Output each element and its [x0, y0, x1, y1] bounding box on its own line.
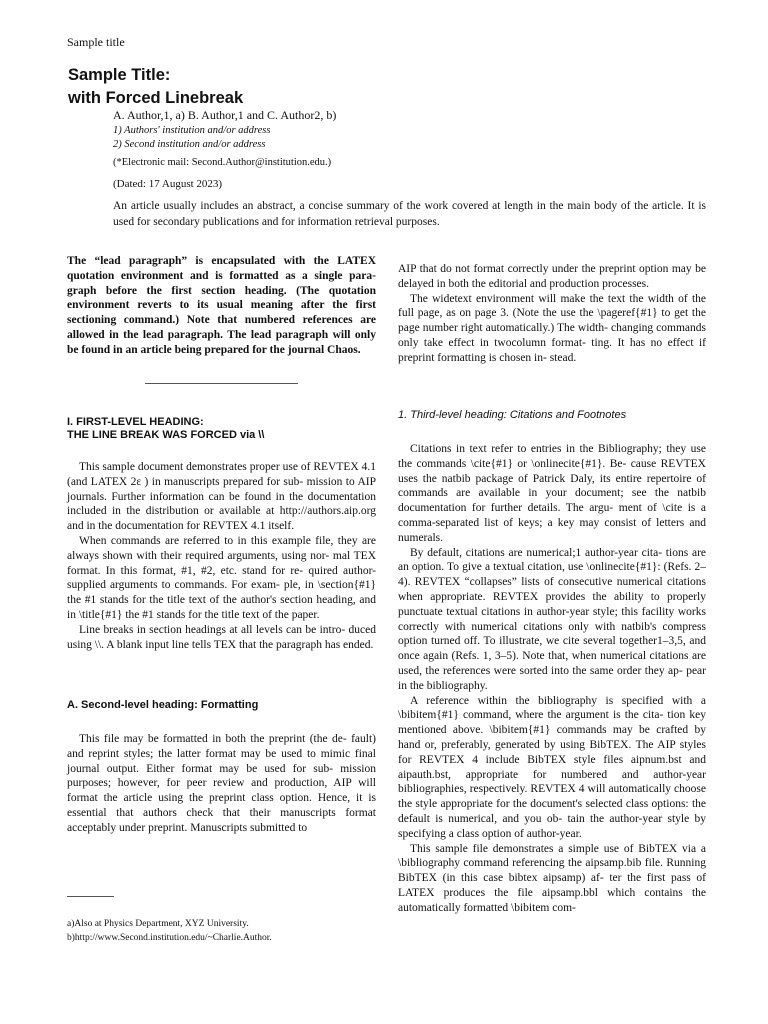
lead-separator-rule [145, 383, 298, 384]
paragraph: By default, citations are numerical;1 author-year cita- tions are an option. To give a textual citation, use \onlinecite{#1}: (Refs. 2–4). REVTEX “collapses” lists of consecutive numerical citations when appropriate. REVTEX provides the ability to properly punctuate textual citations in author-year style; this facility works correctly with numerical citations only with natbib's compress option turned off. To illustrate, we cite several together1–3,5, and once again (Refs. 1, 3–5). Note that, when numerical citations are used, the references were sorted into the same order they ap- pear in the bibliography. [398, 546, 706, 692]
title-line-1: Sample Title: [68, 66, 171, 84]
author-list: A. Author,1, a) B. Author,1 and C. Author2, b) [113, 108, 337, 122]
section-heading-2: A. Second-level heading: Formatting [67, 699, 259, 711]
paragraph: When commands are referred to in this example file, they are always shown with their required arguments, using nor- mal TEX format. In this format, #1, #2, etc. stand for re- quired author-supplied arguments to commands. For exam- ple, in \section{#1} the #1 stands for the title text of the author's section heading, and in \title{#1} the #1 stands for the title text of the paper. [67, 534, 376, 621]
affiliation-1: 1) Authors' institution and/or address [113, 125, 271, 136]
lead-paragraph [67, 254, 376, 358]
paragraph: A reference within the bibliography is specified with a \bibitem{#1} command, where the argument is the cita- tion key mentioned above. \bibitem{#1} commands may be crafted by hand or, preferably, generated by using BibTEX. The AIP styles for REVTEX 4 include BibTEX style files aipnum.bst and aipauth.bst, appropriate for numbered and author-year bibliographies, respectively. REVTEX 4 will automatically choose the style appropriate for the document's selected class options: the default is numerical, and you ob- tain the author-year style by specifying a class option of author-year. [398, 694, 706, 840]
right-body-citations [398, 442, 706, 916]
paragraph: This sample file demonstrates a simple use of BibTEX via a \bibliography command referencing the aipsamp.bib file. Running BibTEX (in this case bibtex aipsamp) af- ter the first pass of LATEX produces the file aipsamp.bbl which contains the automatically formatted \bibitem com- [398, 842, 706, 914]
left-body-section-1 [67, 460, 376, 652]
lead-text: The “lead paragraph” is encapsulated with the LATEX quotation environment and is formatted as a single para- graph before the first section heading. (The quotation environment reverts to its usual meaning after the first sectioning command.) Note that numbered references are allowed in the lead paragraph. The lead paragraph will only be found in an article being prepared for the journal Chaos. [67, 255, 376, 356]
subsubsection-heading: 1. Third-level heading: Citations and Footnotes [398, 409, 627, 421]
section-heading-1-line-2: THE LINE BREAK WAS FORCED via \\ [67, 429, 265, 441]
affiliations [113, 124, 270, 152]
paragraph: The widetext environment will make the text the width of the full page, as on page 3. (Note the use the \pageref{#1} to get the page number right automatically.) The width- changing commands only take effect in twocolumn format- ting. It has no effect if preprint formatting is chosen in- stead. [398, 292, 706, 364]
paragraph: AIP that do not format correctly under the preprint option may be delayed in both the editorial and production processes. [398, 263, 706, 290]
footnote-a: a)Also at Physics Department, XYZ University. [67, 919, 249, 929]
running-header: Sample title [67, 35, 125, 49]
paragraph: Citations in text refer to entries in the Bibliography; they use the commands \cite{#1} or \onlinecite{#1}. Be- cause REVTEX uses the natbib package of Patrick Daly, its entire repertoire of commands are available in your document; see the natbib documentation for further details. The argu- ment of \cite is a comma-separated list of keys; a key may consist of letters and numerals. [398, 443, 706, 544]
paragraph: This file may be formatted in both the preprint (the de- fault) and reprint styles; the latter format may be used to mimic final journal output. Either format may be used for sub- mission purposes; however, for peer review and production, AIP will format the article using the preprint class option. Hence, it is essential that authors check that their manuscripts format acceptably under preprint. Manuscripts submitted to [67, 733, 376, 834]
title-line-2: with Forced Linebreak [68, 89, 244, 107]
footnote-rule [67, 896, 114, 897]
right-body-top [398, 262, 706, 366]
section-heading-1-line-1: I. FIRST-LEVEL HEADING: [67, 416, 204, 428]
dated-line: (Dated: 17 August 2023) [113, 178, 223, 190]
affiliation-2: 2) Second institution and/or address [113, 139, 266, 150]
corresponding-email: (*Electronic mail: Second.Author@institution.edu.) [113, 157, 332, 168]
section-heading-1 [67, 416, 376, 442]
paragraph: This sample document demonstrates proper use of REVTEX 4.1 (and LATEX 2ε ) in manuscripts prepared for sub- mission to AIP journals. Further information can be found in the documentation included in the distribution or available at http://authors.aip.org and in the documentation for REVTEX 4.1 itself. [67, 461, 376, 533]
paragraph: Line breaks in section headings at all levels can be intro- duced using \\. A blank input line tells TEX that the paragraph has ended. [67, 623, 376, 651]
left-body-section-2 [67, 732, 376, 836]
abstract: An article usually includes an abstract, a concise summary of the work covered at length in the main body of the article. It is used for secondary publications and for information retrieval purposes. [113, 200, 706, 228]
footnote-b: b)http://www.Second.institution.edu/~Charlie.Author. [67, 933, 272, 943]
paper-title [68, 64, 243, 110]
